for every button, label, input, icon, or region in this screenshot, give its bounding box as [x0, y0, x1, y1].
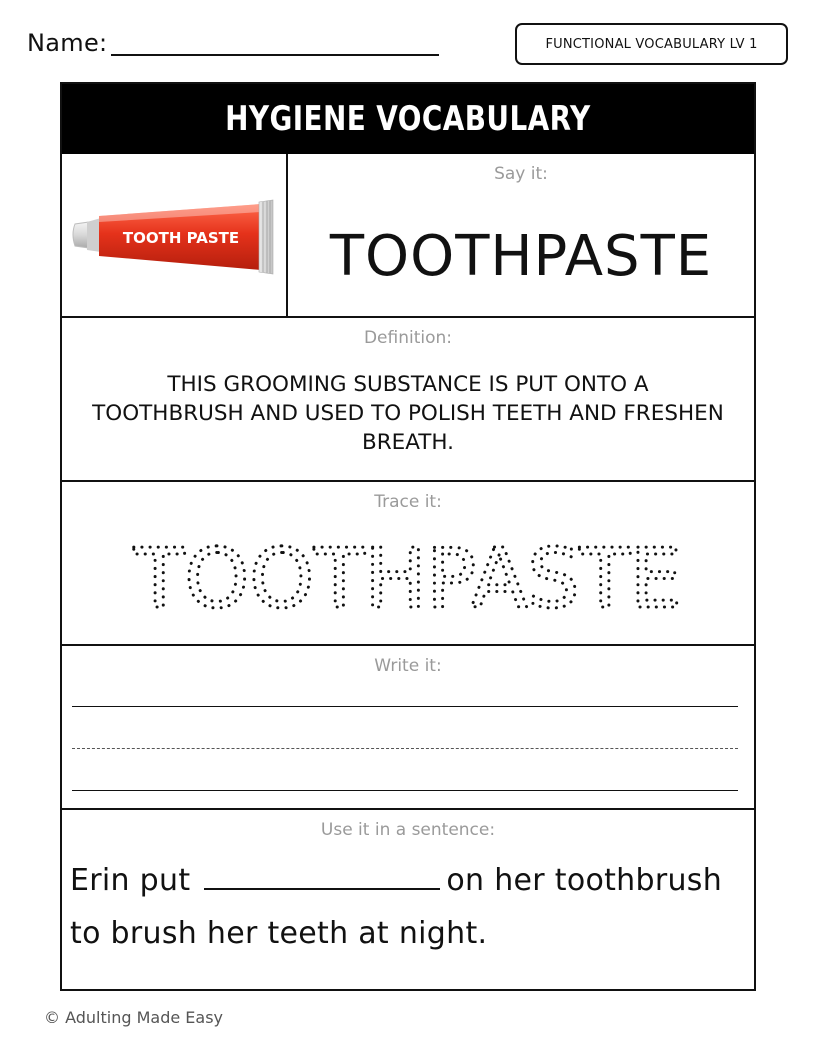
write-it-label: Write it: [374, 656, 442, 676]
row-divider [62, 316, 754, 318]
sentence-label: Use it in a sentence: [320, 820, 496, 840]
tube-label-text: TOOTH PASTE [122, 229, 240, 247]
name-line[interactable] [111, 54, 439, 56]
handwriting-top-line[interactable] [72, 706, 738, 707]
sentence-blank[interactable] [204, 856, 440, 890]
say-it-label: Say it: [494, 164, 548, 184]
tracing-letters: TOOTHPASTE [132, 532, 682, 622]
title-banner [62, 84, 754, 154]
trace-it-label: Trace it: [374, 492, 442, 512]
level-badge: FUNCTIONAL VOCABULARY LV 1 [515, 23, 788, 65]
row-divider [62, 644, 754, 646]
handwriting-base-line[interactable] [72, 790, 738, 791]
trace-word[interactable] [122, 532, 694, 622]
row-divider [62, 808, 754, 810]
copyright: © Adulting Made Easy [44, 1008, 224, 1027]
name-label: Name: [27, 29, 108, 57]
vocabulary-word: TOOTHPASTE [329, 224, 713, 289]
sentence-end: on her toothbrush to brush her teeth at night. [70, 863, 723, 951]
example-sentence [70, 854, 746, 960]
vocabulary-sheet [60, 82, 756, 991]
row-divider [62, 480, 754, 482]
page-title: HYGIENE VOCABULARY [225, 99, 591, 139]
sentence-start: Erin put [70, 863, 191, 898]
handwriting-mid-line[interactable] [72, 748, 738, 749]
toothpaste-image [62, 156, 286, 318]
toothpaste-tube-icon [69, 196, 279, 278]
definition-label: Definition: [363, 328, 453, 348]
definition-text: THIS GROOMING SUBSTANCE IS PUT ONTO A TOOTHBRUSH AND USED TO POLISH TEETH AND FRESHEN BREATH. [92, 372, 724, 455]
